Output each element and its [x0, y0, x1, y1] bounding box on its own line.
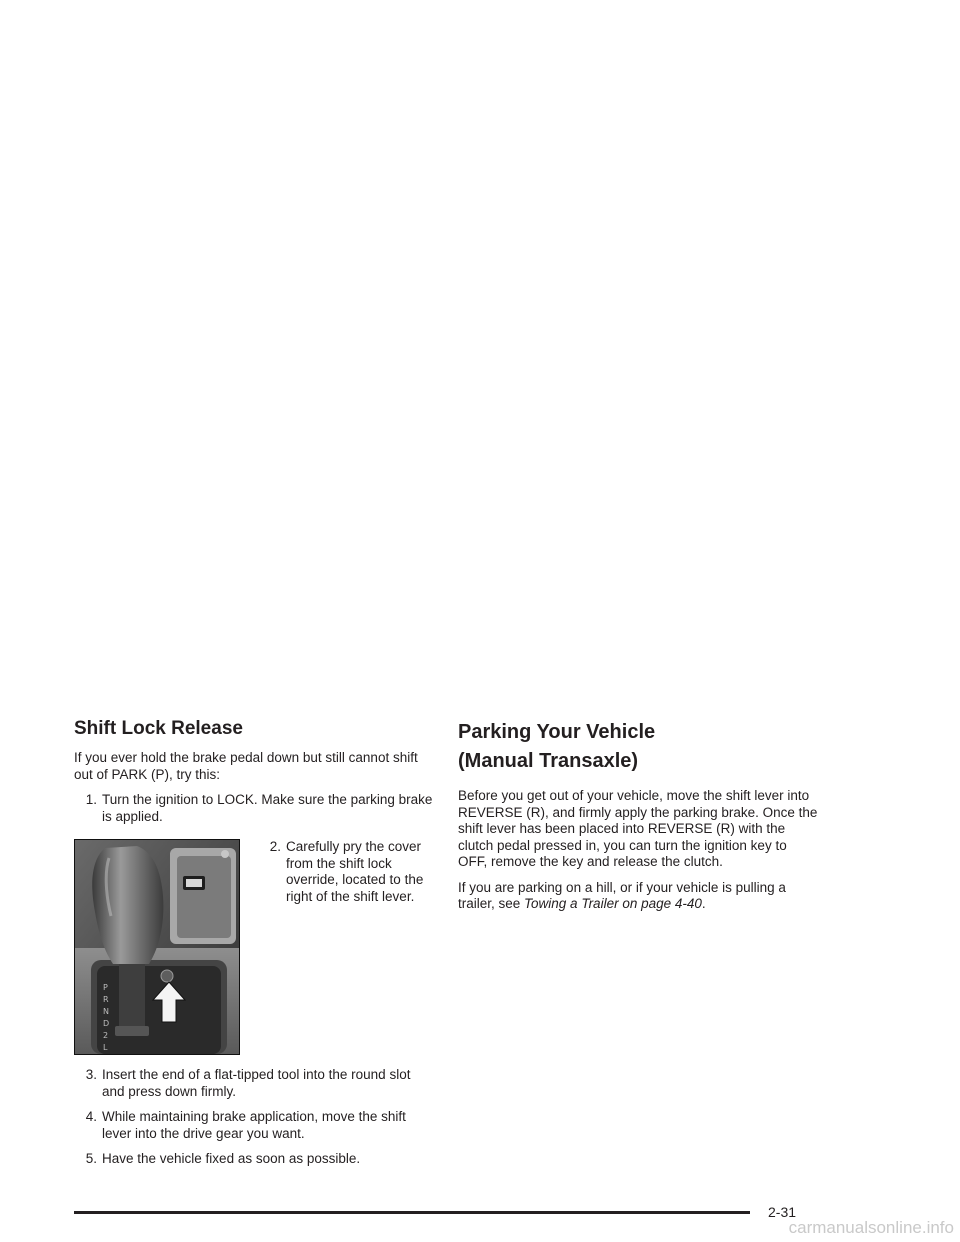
step-2: [258, 839, 436, 905]
gear-label-r: R: [103, 995, 109, 1004]
gear-label-n: N: [103, 1007, 109, 1016]
step-number: 5.: [85, 1151, 97, 1166]
heading-line-2: (Manual Transaxle): [458, 750, 639, 772]
watermark: carmanualsonline.info: [788, 1218, 954, 1237]
step-number: 4.: [85, 1109, 97, 1124]
shift-lever-illustration: [75, 840, 239, 1054]
parking-manual-transaxle-section: [458, 718, 818, 922]
shift-lock-release-section: [74, 718, 436, 1177]
step-text: Insert the end of a flat-tipped tool into the round slot and press down firmly.: [102, 1067, 411, 1099]
shift-lever-photo: [74, 839, 240, 1055]
section-heading: Shift Lock Release: [74, 718, 243, 739]
paragraph-text: If you are parking on a hill, or if your vehicle is pulling a trailer, see: [458, 879, 786, 911]
step-number: 3.: [85, 1067, 97, 1082]
cross-reference-link[interactable]: Towing a Trailer on page 4-40: [524, 896, 702, 911]
step-3: [74, 1067, 436, 1100]
step-text: While maintaining brake application, move the shift lever into the drive gear you want.: [102, 1109, 406, 1141]
step-1: [74, 792, 436, 825]
gear-label-l: L: [103, 1043, 108, 1052]
step-number: 2.: [269, 839, 281, 854]
page-number: 2-31: [768, 1204, 797, 1220]
body-paragraph-2: [458, 880, 818, 913]
step-4: [74, 1109, 436, 1142]
gear-label-2: 2: [103, 1031, 109, 1040]
section-heading: [458, 718, 818, 776]
gear-label-p: P: [103, 983, 108, 992]
gear-label-d: D: [103, 1019, 110, 1028]
step-5: [74, 1151, 436, 1168]
footer-rule: [74, 1211, 750, 1214]
figure-side-text: [240, 839, 436, 1055]
step-number: 1.: [85, 792, 97, 807]
step-text: Carefully pry the cover from the shift lock override, located to the right of the shift lever.: [286, 839, 424, 904]
figure-row: [74, 839, 436, 1055]
paragraph-end: .: [701, 896, 706, 911]
step-text: Turn the ignition to LOCK. Make sure the parking brake is applied.: [102, 792, 433, 824]
step-text: Have the vehicle fixed as soon as possible.: [102, 1151, 361, 1166]
body-paragraph-1: Before you get out of your vehicle, move the shift lever into REVERSE (R), and firmly apply the parking brake. Once the shift lever has been placed into REVERSE (R) with the clutch pedal pressed in, you can turn the ignition key to OFF, remove the key and release the clutch.: [458, 788, 818, 869]
intro-paragraph: If you ever hold the brake pedal down but still cannot shift out of PARK (P), try this:: [74, 750, 418, 782]
heading-line-1: Parking Your Vehicle: [458, 721, 656, 743]
